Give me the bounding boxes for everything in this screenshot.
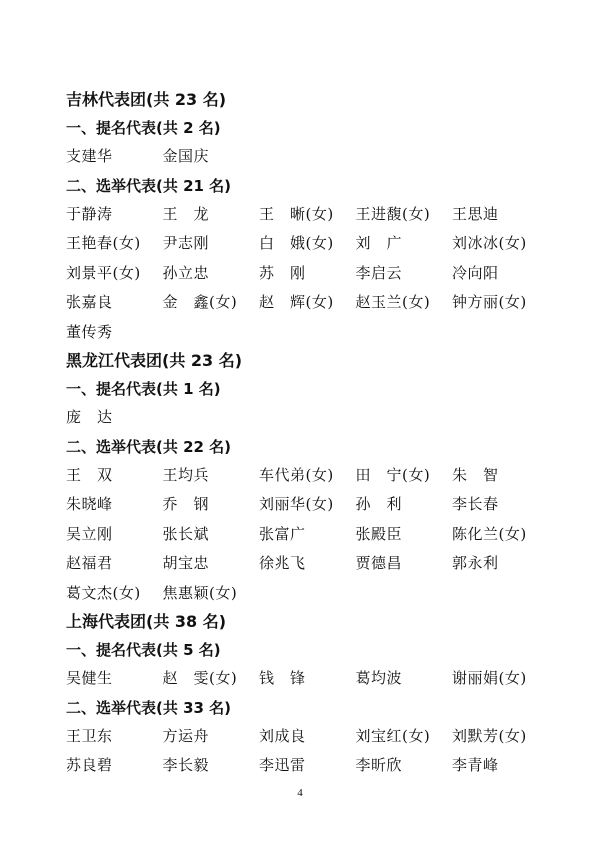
delegate-name: 吴立刚 — [66, 524, 113, 543]
delegate-name: 赵 辉(女) — [259, 293, 334, 311]
delegate-name: 贾德昌 — [355, 554, 403, 572]
delegate-name: 方运舟 — [162, 726, 210, 745]
delegate-name: 王均兵 — [162, 465, 210, 484]
delegate-name: 刘 广 — [355, 234, 403, 252]
delegate-name: 李长毅 — [162, 756, 210, 774]
category-title: 二、选举代表(共 33 名) — [66, 698, 232, 717]
delegate-name: 庞 达 — [66, 408, 113, 426]
delegate-name: 李青峰 — [452, 756, 499, 774]
delegate-name: 冷向阳 — [452, 263, 499, 282]
delegate-name: 金国庆 — [162, 147, 210, 165]
name-list — [66, 403, 546, 433]
delegate-name: 乔 钢 — [162, 495, 210, 513]
delegate-name: 朱 智 — [452, 465, 499, 484]
delegate-name: 王艳春(女) — [66, 234, 141, 252]
delegate-name: 刘冰冰(女) — [452, 234, 527, 252]
delegate-name: 刘丽华(女) — [259, 495, 334, 513]
delegate-name: 白 娥(女) — [259, 234, 334, 252]
delegate-name: 尹志刚 — [162, 234, 210, 252]
delegation-title: 黑龙江代表团(共 23 名) — [66, 351, 243, 370]
delegate-name: 孙立忠 — [162, 263, 210, 282]
delegate-name: 张殿臣 — [355, 524, 403, 543]
category-title: 一、提名代表(共 1 名) — [66, 380, 221, 398]
delegate-name: 朱晓峰 — [66, 495, 113, 513]
delegate-name: 焦惠颖(女) — [162, 583, 238, 602]
delegate-name: 陈化兰(女) — [452, 524, 527, 543]
delegate-name: 支建华 — [66, 147, 113, 165]
delegate-name: 刘成良 — [259, 726, 306, 745]
delegate-name: 吴健生 — [66, 669, 113, 687]
delegate-name: 董传秀 — [66, 322, 113, 341]
category-title: 一、提名代表(共 5 名) — [66, 641, 221, 659]
name-list — [66, 664, 546, 694]
delegate-name: 王卫东 — [66, 726, 113, 745]
category-title: 一、提名代表(共 2 名) — [66, 119, 221, 137]
delegate-name: 刘默芳(女) — [452, 726, 527, 745]
delegate-name: 赵 雯(女) — [162, 669, 238, 687]
delegate-name: 于静涛 — [66, 204, 113, 223]
delegate-name: 田 宁(女) — [355, 465, 431, 484]
delegate-name: 王 双 — [66, 465, 113, 484]
delegate-name: 王思迪 — [452, 204, 499, 223]
delegate-name: 苏良碧 — [66, 756, 113, 774]
delegate-name: 王 龙 — [162, 204, 210, 223]
delegate-name: 张长斌 — [162, 524, 210, 543]
name-list — [66, 722, 546, 781]
delegate-name: 郭永利 — [452, 554, 499, 572]
delegate-name: 赵福君 — [66, 554, 113, 572]
name-list — [66, 142, 546, 172]
delegate-name: 金 鑫(女) — [162, 293, 238, 311]
delegation-title: 上海代表团(共 38 名) — [66, 612, 227, 631]
delegate-name: 李昕欣 — [355, 756, 403, 774]
delegate-name: 赵玉兰(女) — [355, 293, 431, 311]
delegation-title: 吉林代表团(共 23 名) — [66, 90, 227, 109]
delegation-heilongjiang — [66, 347, 546, 608]
document-page — [66, 86, 546, 781]
delegate-name: 车代弟(女) — [259, 465, 334, 484]
delegate-name: 李迅雷 — [259, 756, 306, 774]
delegate-name: 胡宝忠 — [162, 554, 210, 572]
delegate-name: 孙 利 — [355, 495, 403, 513]
delegate-name: 刘景平(女) — [66, 263, 141, 282]
delegate-name: 张富广 — [259, 524, 306, 543]
delegate-name: 徐兆飞 — [259, 554, 306, 572]
delegate-name: 王 晰(女) — [259, 204, 334, 223]
delegate-name: 钱 锋 — [259, 669, 306, 687]
category-title: 二、选举代表(共 21 名) — [66, 176, 232, 195]
delegate-name: 葛均波 — [355, 669, 403, 687]
delegation-shanghai — [66, 608, 546, 781]
delegate-name: 刘宝红(女) — [355, 726, 431, 745]
delegate-name: 李启云 — [355, 263, 403, 282]
delegate-name: 王进馥(女) — [355, 204, 431, 223]
delegate-name: 苏 刚 — [259, 263, 306, 282]
delegate-name: 谢丽娟(女) — [452, 669, 527, 687]
name-list — [66, 200, 546, 348]
delegation-jilin — [66, 86, 546, 347]
category-title: 二、选举代表(共 22 名) — [66, 437, 232, 456]
delegate-name: 葛文杰(女) — [66, 583, 141, 602]
delegate-name: 张嘉良 — [66, 293, 113, 311]
delegate-name: 李长春 — [452, 495, 499, 513]
delegate-name: 钟方丽(女) — [452, 293, 527, 311]
name-list — [66, 461, 546, 609]
page-number: 4 — [297, 787, 303, 799]
